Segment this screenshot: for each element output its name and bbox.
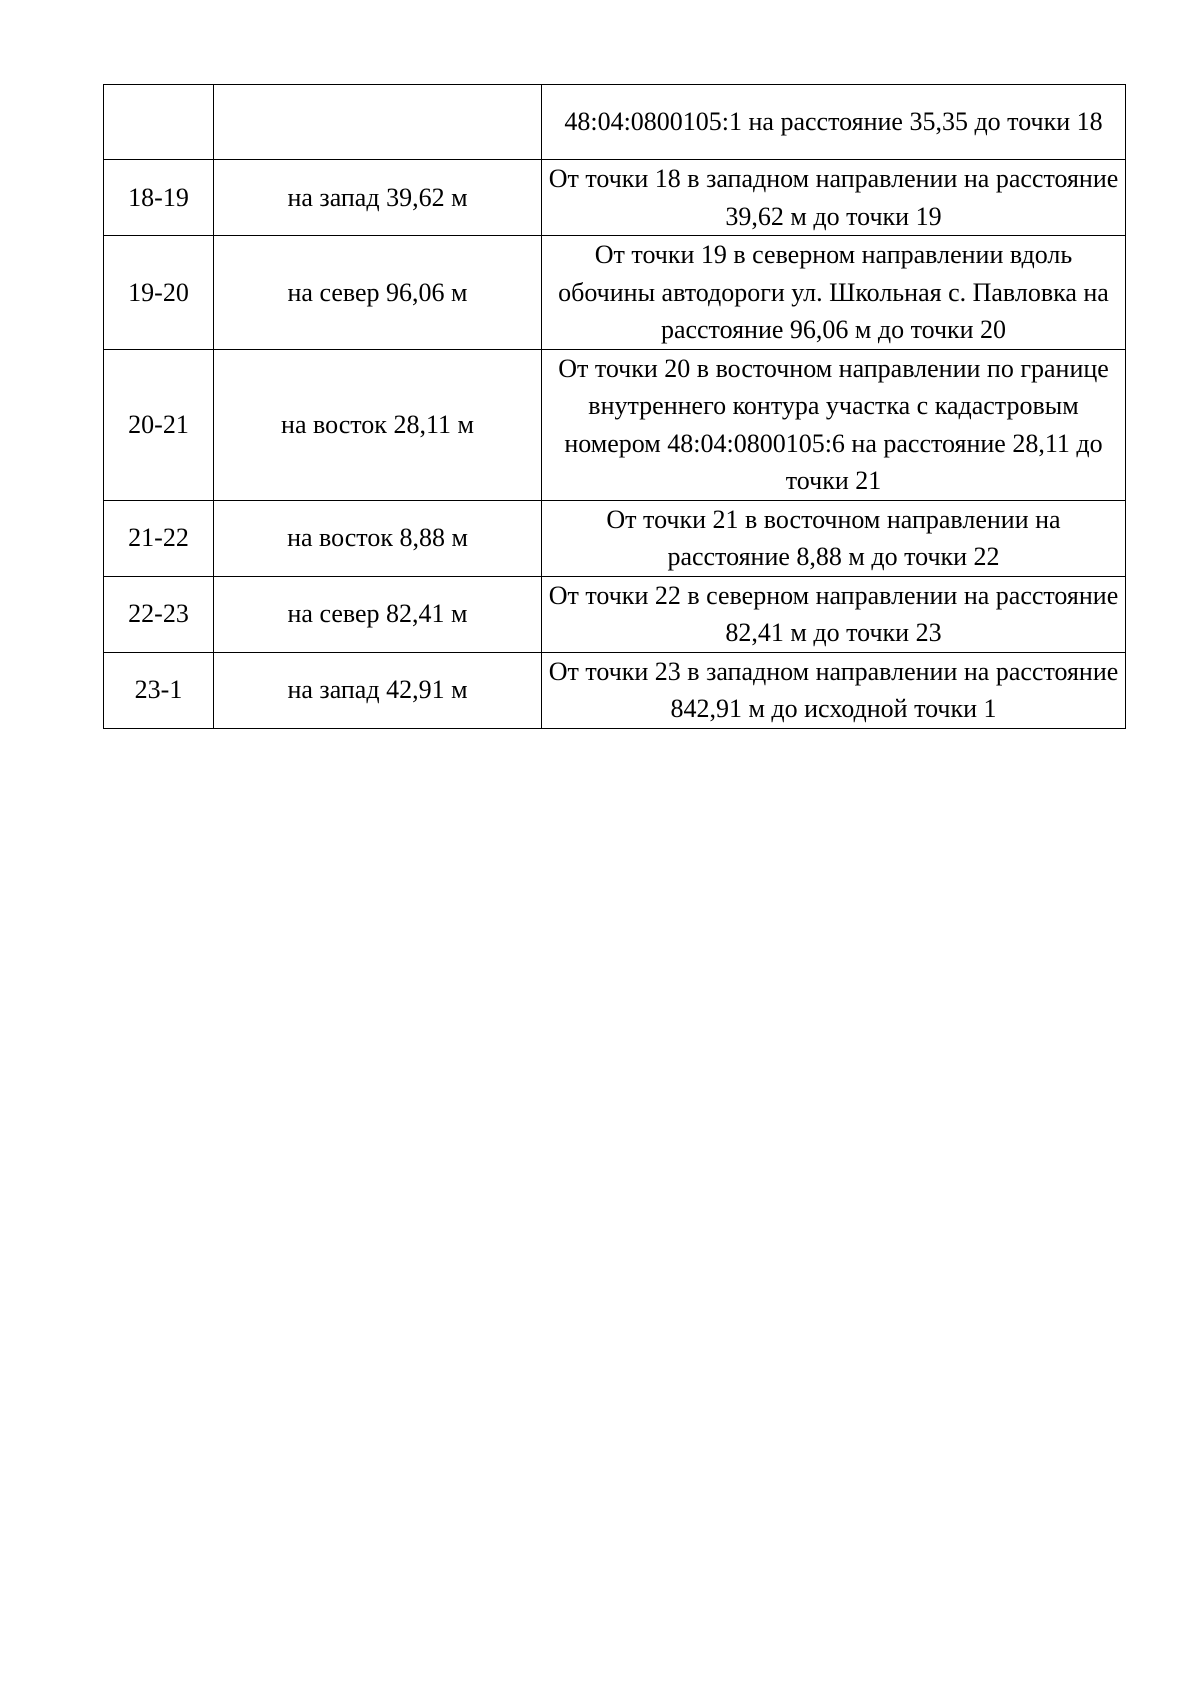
description-cell: 48:04:0800105:1 на расстояние 35,35 до точки 18 (542, 85, 1126, 160)
description-cell: От точки 19 в северном направлении вдоль обочины автодороги ул. Школьная с. Павловка на расстояние 96,06 м до точки 20 (542, 236, 1126, 350)
description-cell: От точки 21 в восточном направлении на расстояние 8,88 м до точки 22 (542, 500, 1126, 576)
table-row (104, 652, 1126, 728)
segment-cell: 23-1 (104, 652, 214, 728)
boundary-description-table (103, 84, 1126, 729)
direction-cell: на запад 42,91 м (214, 652, 542, 728)
description-cell: От точки 20 в восточном направлении по границе внутреннего контура участка с кадастровым номером 48:04:0800105:6 на расстояние 28,11 до точки 21 (542, 349, 1126, 500)
segment-cell (104, 85, 214, 160)
segment-cell: 21-22 (104, 500, 214, 576)
segment-cell: 20-21 (104, 349, 214, 500)
segment-cell: 22-23 (104, 576, 214, 652)
description-cell: От точки 18 в западном направлении на расстояние 39,62 м до точки 19 (542, 160, 1126, 236)
table-row (104, 236, 1126, 350)
table-row (104, 349, 1126, 500)
description-cell: От точки 23 в западном направлении на расстояние 842,91 м до исходной точки 1 (542, 652, 1126, 728)
direction-cell (214, 85, 542, 160)
table-row (104, 500, 1126, 576)
table-row (104, 576, 1126, 652)
description-cell: От точки 22 в северном направлении на расстояние 82,41 м до точки 23 (542, 576, 1126, 652)
direction-cell: на север 96,06 м (214, 236, 542, 350)
direction-cell: на восток 8,88 м (214, 500, 542, 576)
direction-cell: на запад 39,62 м (214, 160, 542, 236)
direction-cell: на восток 28,11 м (214, 349, 542, 500)
segment-cell: 18-19 (104, 160, 214, 236)
direction-cell: на север 82,41 м (214, 576, 542, 652)
segment-cell: 19-20 (104, 236, 214, 350)
table-row (104, 160, 1126, 236)
table-row (104, 85, 1126, 160)
